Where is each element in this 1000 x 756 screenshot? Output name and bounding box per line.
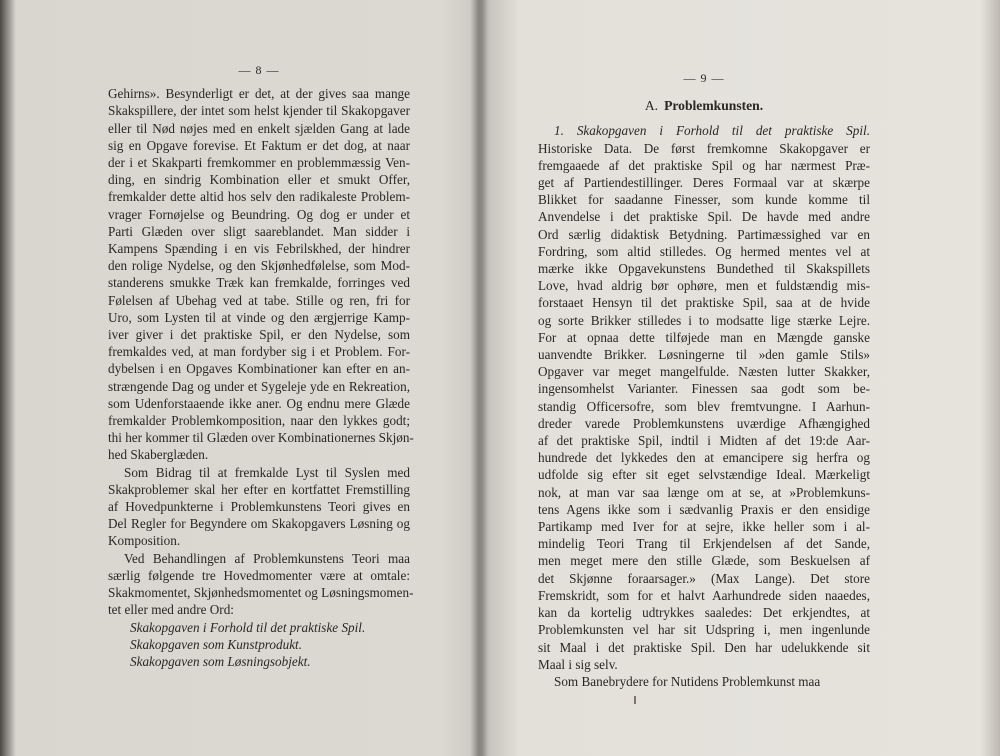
text-line: Skakproblemer skal her efter en kortfattet Fremstilling	[108, 481, 410, 497]
text-line: Parti Glæden over sligt saareblandet. Man sidder i	[108, 223, 410, 239]
section-letter: A.	[644, 98, 659, 114]
right-last-line: Som Banebrydere for Nutidens Problemkunst maa	[554, 673, 821, 689]
text-line: get af Partiendestillinger. Deres Formaal var at skærpe	[538, 175, 870, 191]
left-paragraph-2	[108, 464, 410, 550]
text-line: tet eller med andre Ord:	[108, 602, 234, 618]
text-line: Som Bidrag til at fremkalde Lyst til Syslen med	[124, 464, 410, 480]
text-line: særlig følgende tre Hovedmomenter være at omtale:	[108, 567, 410, 583]
text-line: som Udenforstaaende ikke aner. Og endnu mere Glæde	[108, 395, 410, 411]
left-page-body	[108, 85, 414, 463]
text-line: Fremskridt, som for et halvt Aarhundrede siden naaedes,	[538, 587, 870, 603]
text-line: Følelsen af Ubehag ved at tabe. Stille og ren, fri for	[108, 292, 410, 308]
page-mark	[634, 696, 636, 704]
text-line: Partikamp med Iver for at sejre, ikke heller som i al-	[538, 519, 870, 535]
text-line: nok, at man var saa længe om at se, at »Problemkuns-	[538, 484, 870, 500]
text-line: standerens smukke Træk kan fremkalde, forringes ved	[108, 275, 410, 291]
text-line: sig en Opgave forevise. Et Faktum er det dog, at naar	[108, 137, 410, 153]
text-line: eller til Nød nøjes med en enkelt sjælden Gang at lade	[108, 120, 410, 136]
text-line: Love, hvad aldrig bør ophøre, men et fuldstændig mis-	[538, 278, 870, 294]
book-spine	[470, 0, 488, 756]
text-line: hed Skaberglæden.	[108, 447, 209, 463]
text-line: fremkalder Problemkomposition, naar den lykkes godt;	[108, 413, 410, 429]
section-title: Problemkunsten.	[664, 98, 764, 114]
right-page	[538, 70, 870, 690]
text-line: ingensomhelst Varianter. Finessen saa godt som be-	[538, 381, 870, 397]
text-line: forstaaet Hensyn til det praktiske Spil, saa at de hvide	[538, 295, 870, 311]
text-line: For at opnaa dette tilføjede man en Mængde ganske	[538, 329, 870, 345]
toc-item: Skakopgaven i Forhold til det praktiske Spil.	[130, 619, 366, 635]
text-line: Ord særlig didaktisk Betydning. Partimæssighed var en	[538, 226, 870, 242]
text-line: det Skjønne foraarsager.» (Max Lange). Det store	[538, 570, 870, 586]
text-line: Ved Behandlingen af Problemkunstens Teori maa	[124, 550, 410, 566]
text-line: Del Regler for Begyndere om Skakopgavers Løsning og	[108, 516, 410, 532]
text-line: thi her kommer til Glæden over Kombinationernes Skjøn-	[108, 430, 414, 446]
text-line: Maal i sig selv.	[538, 656, 618, 672]
text-line: hundrede det lykkedes den at emancipere sig herfra og	[538, 450, 870, 466]
toc-item: Skakopgaven som Kunstprodukt.	[130, 636, 303, 652]
toc-item: Skakopgaven som Løsningsobjekt.	[130, 653, 311, 669]
text-line: Fordring, som altid stilledes. Og hermed mentes vel at	[538, 243, 870, 259]
page-number-right: — 9 —	[683, 71, 725, 85]
text-line: uanvendte Brikker. Løsningerne til »den gamle Stils»	[538, 347, 870, 363]
page-number-left: — 8 —	[238, 63, 280, 77]
text-line: Skakspillere, der intet som helst kjender til Skakopgaver	[108, 103, 410, 119]
text-line: og sorte Brikker stilledes i to modsatte lige stærke Lejre.	[538, 312, 870, 328]
text-line: Blikket for saadanne Finesser, som kunde komme til	[538, 192, 870, 208]
text-line: Uro, som Lysten til at vinde og den ærgjerrige Kamp-	[108, 309, 410, 325]
text-line: af Hovedpunkterne i Problemkunstens Teori gives en	[108, 499, 410, 515]
text-line: iver giver i det praktiske Spil, er den Nydelse, som	[108, 327, 410, 343]
right-page-body	[538, 122, 870, 673]
text-line: standig Officersofre, som blev fremtvungne. I Aarhun-	[538, 398, 870, 414]
section-heading	[538, 97, 870, 114]
text-line: Opgaver var meget mangelfulde. Næsten lutter Skakker,	[538, 364, 870, 380]
text-line: dybelsen i en Opgaves Kombinationer kan efter en an-	[108, 361, 410, 377]
text-line: sit Maal i det praktiske Spil. Den har udelukkende sit	[538, 639, 870, 655]
text-line: fremkalder dette altid hos selv den radikaleste Problem-	[108, 189, 410, 205]
text-line: fremgaaede af det praktiske Spil og har nærmest Præ-	[538, 157, 870, 173]
text-line: men meget mere den stille Glæde, som Beskuelsen af	[538, 553, 870, 569]
text-line: kan da kortelig udtrykkes saaledes: Det erkjendtes, at	[538, 605, 870, 621]
text-line: af det praktiske Spil, indtil i Midten af det 19:de Aar-	[538, 433, 870, 449]
left-page	[108, 62, 414, 670]
text-line: mærke ikke Opgavekunstens Bundethed til Skakspillets	[538, 261, 870, 277]
text-line: Historiske Data. De først fremkomne Skakopgaver er	[538, 140, 870, 156]
text-line: dreder varede Problemkunstens uværdige Afhængighed	[538, 415, 870, 431]
text-line: udfolde sig efter sit eget selvstændige Ideal. Mærkeligt	[538, 467, 870, 483]
text-line: den rolige Nydelse, og den Skjønhedfølelse, som Mod-	[108, 258, 410, 274]
text-line: der i et Skakparti fremkommer en problemmæssig Ven-	[108, 155, 410, 171]
text-line: tens Agens ikke som i sædvanlig Praxis er den ensidige	[538, 501, 870, 517]
text-line: Skakmomentet, Skjønhedsmomentet og Løsningsmomen-	[108, 585, 414, 601]
text-line: strængende Dag og under et Sygeleje yde en Rekreation,	[108, 378, 410, 394]
text-line: 1. Skakopgaven i Forhold til det praktiske Spil.	[554, 123, 870, 139]
left-toc-list	[108, 619, 410, 671]
text-line: Gehirns». Besynderligt er det, at der gives saa mange	[108, 86, 410, 102]
left-paragraph-3	[108, 550, 414, 619]
text-line: Kampens Spænding i en vis Febrilskhed, der hindrer	[108, 241, 410, 257]
text-line: vrager Fornøjelse og Beundring. Og dog er under et	[108, 206, 410, 222]
text-line: Problemkunsten vel har sit Udspring i, men ingenlunde	[538, 622, 870, 638]
text-line: ding, en sindrig Kombination eller et smukt Offer,	[108, 172, 410, 188]
text-line: mindelig Teori Trang til Erkjendelsen af det Sande,	[538, 536, 870, 552]
text-line: Komposition.	[108, 533, 181, 549]
text-line: Anvendelse i det praktiske Spil. De havde med andre	[538, 209, 870, 225]
text-line: fremkaldes ved, at man fordyber sig i et Problem. For-	[108, 344, 410, 360]
